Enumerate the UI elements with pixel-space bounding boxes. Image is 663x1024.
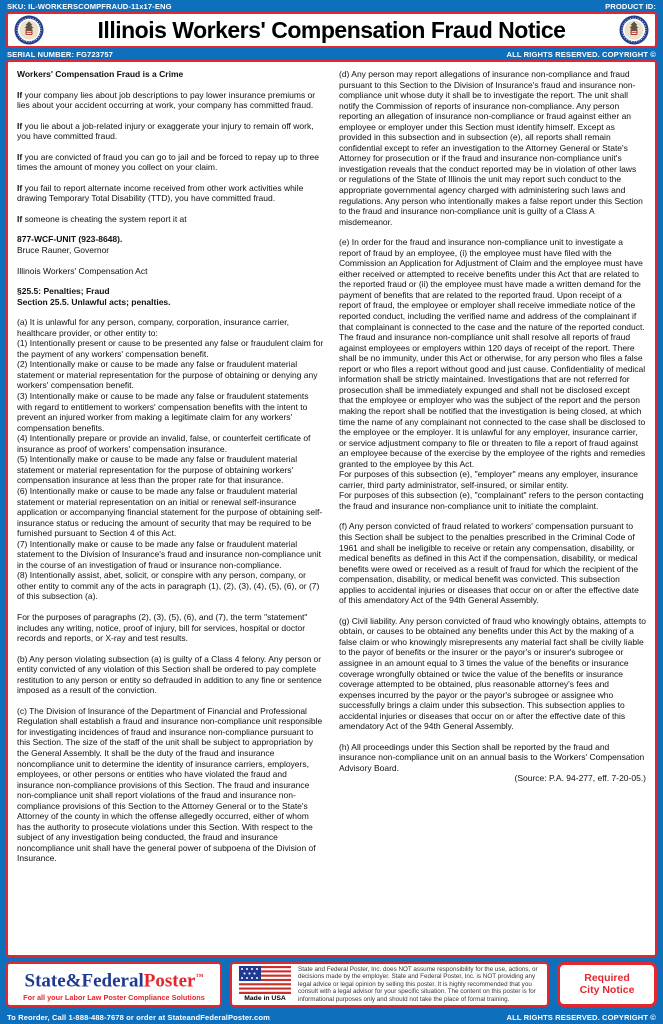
right-column [339, 69, 646, 951]
legal-paragraph: §25.5: Penalties; Fraud [17, 286, 110, 297]
legal-paragraph: (7) Intentionally make or cause to be made any false or fraudulent material statement to the Division of Insurance's fraud and insurance non-compliance unit in the course of an investigation of fraud or insurance non-compliance. [17, 538, 322, 570]
legal-paragraph: (f) Any person convicted of fraud related to workers' compensation pursuant to this Section shall be subject to the penalties prescribed in the Criminal Code of 1961 and shall be ineligible to receive or retain any compensation, disability, or medical benefits as defined in this Act if the compensation, disability, or medical benefits were owed or received as a result of fraud for which the recipient of the compensation, disability, or medical benefit was convicted. This subsection applies to accidental injuries or diseases that occur on or after the effective date of this amendatory Act of the 94th General Assembly. [339, 521, 639, 606]
reorder-label: To Reorder, Call 1-888-488-7678 or order at StateandFederalPoster.com [7, 1013, 270, 1022]
legal-paragraph: Section 25.5. Unlawful acts; penalties. [17, 296, 171, 307]
legal-paragraph: If you lie about a job-related injury or exaggerate your injury to remain off work, you have committed fraud. [17, 120, 314, 142]
legal-paragraph: Illinois Workers' Compensation Act [17, 265, 148, 276]
legal-paragraph: (3) Intentionally make or cause to be made any false or fraudulent statements with regard to entitlement to workers' compensation benefits with the intent to prevent an injured worker from making a legitimate claim for any workers' compensation benefits. [17, 391, 309, 433]
legal-text-panel [6, 60, 657, 957]
us-flag-icon [239, 966, 291, 994]
logo-wordmark: State&FederalPoster™ [24, 970, 204, 992]
disclaimer-text: State and Federal Poster, Inc. does NOT assume responsibility for the use, actions, or decisions made by the employer. State and Federal Poster, Inc. is NOT providing any legal advice or legal opinion by selling this poster. It is highly recommended that you consult with a legal advisor for your specific situation. The content on this poster is for informational purposes only and should not take the place of formal training. [298, 965, 538, 1003]
legal-paragraph: If you fail to report alternate income received from other work activities while drawing Temporary Total Disability (TTD), you have committed fraud. [17, 182, 304, 204]
legal-paragraph: Bruce Rauner, Governor [17, 245, 110, 256]
legal-paragraph: For the purposes of paragraphs (2), (3), (5), (6), and (7), the term "statement" includes any writing, notice, proof of injury, bill for services, hospital or doctor records and reports, or X-ray and test results. [17, 611, 308, 644]
required-line2: City Notice [579, 984, 635, 997]
legal-paragraph: (5) Intentionally make or cause to be made any false or fraudulent material statement or material representation for the purpose of obtaining workers' compensation insurance at less than the proper rate for that insurance. [17, 454, 298, 486]
left-column [17, 69, 324, 951]
sku-label: SKU: IL-WORKERSCOMPFRAUD-11x17-ENG [7, 1, 172, 11]
legal-paragraph: If your company lies about job descriptions to pay lower insurance premiums or lies about your accident occurring at work, your company has committed fraud. [17, 89, 316, 111]
required-city-notice-badge [557, 962, 657, 1007]
legal-paragraph: (c) The Division of Insurance of the Department of Financial and Professional Regulation shall establish a fraud and insurance non-compliance unit responsible for investigating incidences of fraud and insurance non-compliance pursuant to this Section. The size of the staff of the unit shall be subject to appropriation by the General Assembly. It shall be the duty of the fraud and insurance noncompliance unit to determine the identity of insurance carriers, employers, employees, or other persons or entities who have violated the fraud and insurance non-compliance provisions of this Section. The fraud and insurance non-compliance unit shall report violations of the fraud and insurance non-compliance provisions of this Section to the Attorney General or to the State's Attorney of the county in which the offense allegedly occurred, either of whom has the authority to prosecute violations under this Section. With respect to the subject of any investigation being conducted, the fraud and insurance noncompliance unit shall have the general power of subpoena of the Division of Insurance. [17, 705, 323, 864]
copyright-label: ALL RIGHTS RESERVED. COPYRIGHT © [506, 49, 656, 59]
legal-paragraph: (2) Intentionally make or cause to be made any false or fraudulent material statement or material representation for the purpose of obtaining or denying any workers' compensation benefit. [17, 359, 318, 391]
required-line1: Required [584, 972, 630, 985]
disclaimer-box [230, 962, 549, 1007]
legal-paragraph: If you are convicted of fraud you can go to jail and be forced to repay up to three times the amount of money you collect on your claim. [17, 151, 319, 173]
bottom-info-bar [0, 1011, 663, 1024]
legal-paragraph: (8) Intentionally assist, abet, solicit, or conspire with any person, company, or other entity to commit any of the acts in paragraph (1), (2), (3), (4), (5), (6), or (7) of this subsection (a). [17, 570, 320, 602]
state-federal-poster-logo [6, 962, 222, 1007]
legal-paragraph: For purposes of this subsection (e), "complainant" refers to the person contacting the fraud and insurance non-compliance unit to initiate the complaint. [339, 490, 644, 511]
illinois-state-seal-icon [619, 15, 649, 45]
legal-paragraph: (h) All proceedings under this Section shall be reported by the fraud and insurance non-compliance unit on an annual basis to the Workers' Compensation Advisory Board. [339, 741, 645, 773]
page-title: Illinois Workers' Compensation Fraud Notice [97, 16, 566, 43]
legal-paragraph: (d) Any person may report allegations of insurance non-compliance and fraud pursuant to this Section to the Division of Insurance's fraud and insurance non-compliance unit whose duty it shall be to investigate the report. The unit shall notify the Commission of reports of insurance non-compliance. Any person reporting an allegation of insurance non-compliance or fraud against either an employee or employer under this Section must identify himself. Except as provided in this subsection and in subsection (e), all reports shall remain confidential except to refer an investigation to the Attorney General or State's Attorney for prosecution or if the fraud and insurance non-compliance unit's investigation reveals that the conduct reported may be in violation of other laws or regulations of the State of Illinois the unit may report such conduct to the appropriate governmental agency charged with administering such laws and regulations. Any person who intentionally makes a false report under this Section to the fraud and insurance non-compliance unit is guilty of a Class A misdemeanor. [339, 69, 643, 227]
legal-paragraph: (a) It is unlawful for any person, company, corporation, insurance carrier, healthcare provider, or other entity to: [17, 317, 289, 338]
illinois-state-seal-icon [14, 15, 44, 45]
copyright-label: ALL RIGHTS RESERVED. COPYRIGHT © [506, 1013, 656, 1022]
top-info-bar [0, 0, 663, 12]
legal-paragraph: 877-WCF-UNIT (923-8648). [17, 234, 123, 245]
legal-paragraph: (Source: P.A. 94-277, eff. 7-20-05.) [514, 773, 646, 784]
footer-row [6, 962, 657, 1007]
poster-header [6, 12, 657, 48]
serial-number-label: SERIAL NUMBER: FG723757 [7, 49, 113, 59]
legal-paragraph: (g) Civil liability. Any person convicted of fraud who knowingly obtains, attempts to obtain, or causes to be obtained any benefits under this Act by the making of a false claim or who knowingly misrepresents any material fact shall be civilly liable to the payor of benefits or the insurer or the payor's or insurer's subrogee or assignee in an amount equal to 3 times the value of the benefits or insurance coverage wrongfully obtained or twice the value of the benefits or insurance coverage attempted to be obtained, plus reasonable attorney's fees and expenses incurred by the payor or the payor's subrogee or assignee who successfully brings a claim under this subsection. This subsection applies to accidental injuries or diseases that occur on or after the effective date of this amendatory Act of the 94th General Assembly. [339, 615, 646, 732]
made-in-usa-badge [237, 966, 293, 1002]
legal-paragraph: Workers' Compensation Fraud is a Crime [17, 69, 184, 79]
made-in-usa-label: Made in USA [244, 995, 286, 1003]
logo-tagline: For all your Labor Law Poster Compliance Solutions [23, 992, 205, 1002]
legal-paragraph: (6) Intentionally make or cause to be made any false or fraudulent material statement or material representation on an initial or renewal self-insurance application or accompanying financial statement for the purpose of obtaining self-insurance status or reducing the amount of security that may be required to be furnished pursuant to Section 4 of this Act. [17, 485, 323, 539]
legal-paragraph: If someone is cheating the system report it at [17, 213, 187, 224]
legal-paragraph: (e) In order for the fraud and insurance non-compliance unit to investigate a report of fraud by an employee, (i) the employee must have filed with the Commission an Application for Adjustment of Claim and the employee must have either received or attempted to receive benefits under this Act that are related to the reported fraud or (ii) the employee must have made a written demand for the payment of benefits that are related to the reported fraud. Upon receipt of a report of fraud, the employee or employer shall receive immediate notice of the reported conduct, including the verified name and address of the complainant if that complainant is connected to the case and the nature of the reported conduct. The fraud and insurance non-compliance unit shall resolve all reports of fraud against employees or employers within 120 days of receipt of the report. There shall be no immunity, under this Act or otherwise, for any person who files a false report or who files a report without good and just cause. Confidentiality of medical information shall be strictly maintained. Investigations that are not referred for prosecution shall be immediately expunged and shall not be disclosed except that the employee or employer who was the subject of the report and the person making the report shall be notified that the investigation is being closed, at which time the name of any complainant not connected to the case shall be disclosed to the employee or the employer. It is unlawful for any employer, insurance carrier, or service adjustment company to file or threaten to file a report of fraud against an employee because of the exercise by the employee of the rights and remedies granted to the employee by this Act. [339, 237, 646, 469]
trademark-symbol: ™ [195, 972, 204, 982]
serial-bar [0, 48, 663, 60]
legal-paragraph: (1) Intentionally present or cause to be presented any false or fraudulent claim for the payment of any workers' compensation benefit. [17, 338, 324, 359]
legal-paragraph: (b) Any person violating subsection (a) is guilty of a Class 4 felony. Any person or entity convicted of any violation of this Section shall be ordered to pay complete restitution to any person or entity so defrauded in addition to any fine or sentence imposed as a result of the conviction. [17, 653, 322, 696]
legal-paragraph: (4) Intentionally prepare or provide an invalid, false, or counterfeit certificate of insurance as proof of workers' compensation insurance. [17, 433, 311, 454]
product-id-label: PRODUCT ID: [605, 1, 656, 11]
legal-paragraph: For purposes of this subsection (e), "employer" means any employer, insurance carrier, third party administrator, self-insured, or similar entity. [339, 469, 638, 490]
